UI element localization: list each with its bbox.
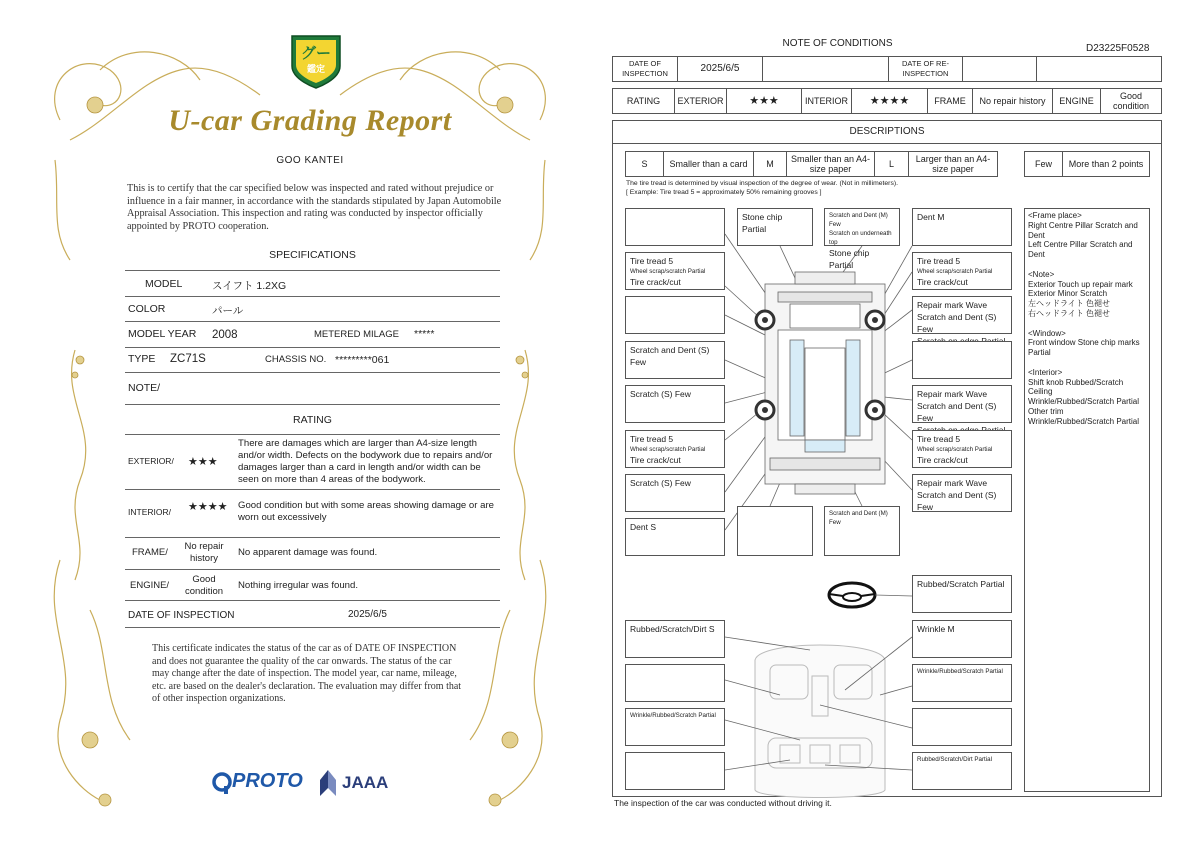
proto-logo: PROTO [212,770,312,796]
notes-line: Wrinkle/Rubbed/Scratch Partial [1028,397,1140,407]
frame-header-value: No repair history [973,89,1053,113]
model-value: スイフト 1.2XG [212,280,287,292]
type-value: ZC71S [170,353,206,365]
tire-note-1: The tire tread is determined by visual inspection of the degree of wear. (Not in millimeters). [626,180,898,187]
doi-label: DATE OF INSPECTION [128,610,235,621]
notes-line [1028,260,1146,270]
box-bottom-left-mid [737,506,813,556]
legend-m: M [754,152,787,176]
box-dent-s: Dent S [625,518,725,556]
box-dent-m: Dent M [912,208,1012,246]
jaaa-logo: JAAA [318,770,398,796]
model-year-label: MODEL YEAR [128,328,197,340]
rating-header: RATING [613,89,675,113]
notes-line: <Interior> [1028,367,1063,377]
box-wrinkle-right: Wrinkle/Rubbed/Scratch Partial [912,664,1012,702]
exterior-desc: There are damages which are larger than A4-size length and/or width. Defects on the bodywork due to repairs and/or damages larger than a card in length and/or width can be seen on more than 4 areas of the bodywork. [238,438,493,485]
footer-text: This certificate indicates the status of the car as of DATE OF INSPECTION and does not guarantee the quality of the car onwards. The status of the car may change after the date of inspection. The model year, car name, mileage, etc. are based on the dealer's declaration. The evaluation may differ from that of other inspection organizations. [152,643,462,704]
notes-line: Wrinkle/Rubbed/Scratch Partial [1028,416,1140,426]
model-label: MODEL [145,278,183,290]
engine-value: Good condition [184,574,224,597]
doi-header: DATE OF INSPECTION [613,57,678,81]
reinspection-header: DATE OF RE-INSPECTION [889,57,963,81]
notes-line: Front window Stone chip marks Partial [1028,338,1140,358]
box-scratch-s-left-2: Scratch (S) Few [625,474,725,512]
badge-text-top: グー [300,44,331,62]
model-year-value: 2008 [212,329,238,341]
note-label: NOTE/ [128,382,161,394]
conditions-title: NOTE OF CONDITIONS [782,38,893,49]
interior-stars: ★★★★ [188,501,228,513]
badge-text-bottom: 鑑定 [306,65,325,75]
legend-few-desc: More than 2 points [1068,159,1144,169]
type-label: TYPE [128,353,156,365]
box-wrinkle-left: Wrinkle/Rubbed/Scratch Partial [625,708,725,746]
color-label: COLOR [128,303,166,315]
box-interior-empty-2 [912,708,1012,746]
box-empty-right-1 [912,341,1012,379]
box-bottom-right-mid: Scratch and Dent (M) Few [824,506,900,556]
box-tire-rear-left: Tire tread 5 Wheel scrap/scratch Partial Tire crack/cut [625,430,725,468]
legend-s: S [626,152,664,176]
interior-label: INTERIOR/ [128,507,171,517]
legend-l-desc: Larger than an A4-size paper [915,154,991,174]
engine-header: ENGINE [1053,89,1101,113]
legend-s-desc: Smaller than a card [664,152,754,176]
box-top-middle: Scratch and Dent (M) Few Scratch on underneath top Stone chip Partial [824,208,900,246]
interior-header-stars: ★★★★ [852,89,928,113]
color-value: パール [212,305,244,317]
subtitle: GOO KANTEI [276,155,344,166]
notes-line: Exterior Minor Scratch [1028,289,1108,299]
conditions-footer: The inspection of the car was conducted without driving it. [614,798,832,808]
notes-line: <Frame place> [1028,211,1082,220]
engine-desc: Nothing irregular was found. [238,580,358,591]
notes-line: Right Centre Pillar Scratch and Dent [1028,220,1138,240]
box-interior-empty-3 [625,752,725,790]
notes-line: <Note> [1028,269,1055,279]
exterior-header-stars: ★★★ [727,89,802,113]
notes-line: Shift knob Rubbed/Scratch [1028,377,1124,387]
notes-line [1028,319,1146,329]
mileage-value: ***** [414,328,435,340]
chassis-value: *********061 [335,354,390,366]
engine-label: ENGINE/ [130,580,170,591]
notes-line: Ceiling [1028,387,1053,397]
legend-l: L [875,152,909,176]
box-repair-mark-1: Repair mark Wave Scratch and Dent (S) Few [912,296,1012,334]
script-title: U-car Grading Report [168,104,452,137]
notes-line: 左ヘッドライト 色褪せ [1028,299,1110,309]
box-empty-2 [625,296,725,334]
box-tire-front-left: Tire tread 5 Wheel scrap/scratch Partial Tire crack/cut [625,252,725,290]
interior-desc: Good condition but with some areas showing damage or are worn out excessively [238,500,494,523]
doc-id: D23225F0528 [1086,43,1150,54]
box-rubbed-dirt-partial: Rubbed/Scratch/Dirt Partial [912,752,1012,790]
box-repair-mark-2: Repair mark Wave Scratch and Dent (S) Few [912,385,1012,423]
interior-header: INTERIOR [802,89,852,113]
box-tire-front-right: Tire tread 5 Wheel scrap/scratch Partial Tire crack/cut [912,252,1012,290]
frame-desc: No apparent damage was found. [238,547,378,558]
box-wrinkle-m: Wrinkle M [912,620,1012,658]
specs-heading: SPECIFICATIONS [269,249,356,261]
notes-panel [1024,208,1150,792]
box-scratch-s-left: Scratch (S) Few [625,385,725,423]
box-rubbed-scratch-partial: Rubbed/Scratch Partial [912,575,1012,613]
notes-list [1028,211,1146,427]
exterior-header: EXTERIOR [675,89,727,113]
notes-line: Other trim [1028,406,1064,416]
descriptions-heading: DESCRIPTIONS [849,126,925,137]
doi-header-value: 2025/6/5 [678,57,763,81]
mileage-label: METERED MILAGE [314,329,399,340]
chassis-label: CHASSIS NO. [265,354,327,365]
frame-label: FRAME/ [132,547,168,558]
exterior-stars: ★★★ [188,456,218,468]
engine-header-value: Good condition [1112,91,1150,111]
tire-note-2: [ Example: Tire tread 5 = approximately 50% remaining grooves ] [626,189,822,196]
frame-header: FRAME [928,89,973,113]
box-interior-empty-1 [625,664,725,702]
note-of-conditions [600,0,1200,848]
box-tire-rear-right: Tire tread 5 Wheel scrap/scratch Partial Tire crack/cut [912,430,1012,468]
frame-value: No repair history [184,541,224,564]
notes-line: Left Centre Pillar Scratch and Dent [1028,240,1133,260]
box-repair-mark-3: Repair mark Wave Scratch and Dent (S) Few [912,474,1012,512]
exterior-label: EXTERIOR/ [128,456,174,466]
rating-heading: RATING [293,414,332,426]
box-stone-chip: Stone chip Partial [737,208,813,246]
doi-value: 2025/6/5 [348,609,387,620]
goo-badge-logo [288,32,344,90]
notes-line: <Window> [1028,328,1066,338]
notes-line: 右ヘッドライト 色褪せ [1028,308,1110,318]
intro-text: This is to certify that the car specified below was inspected and rated without prejudice or influence in a fair manner, in accordance with the standards stipulated by Japan Automobile Appraisal Association. This inspection and rating was conducted by inspector officially appointed by PROTO cooperation. [127,183,502,232]
box-scratch-dent-s: Scratch and Dent (S) Few [625,341,725,379]
notes-line: Exterior Touch up repair mark [1028,279,1133,289]
notes-line [1028,358,1146,368]
box-empty-1 [625,208,725,246]
legend-few: Few [1025,152,1063,176]
legend-m-desc: Smaller than an A4-size paper [787,152,875,176]
box-rubbed-dirt-s: Rubbed/Scratch/Dirt S [625,620,725,658]
